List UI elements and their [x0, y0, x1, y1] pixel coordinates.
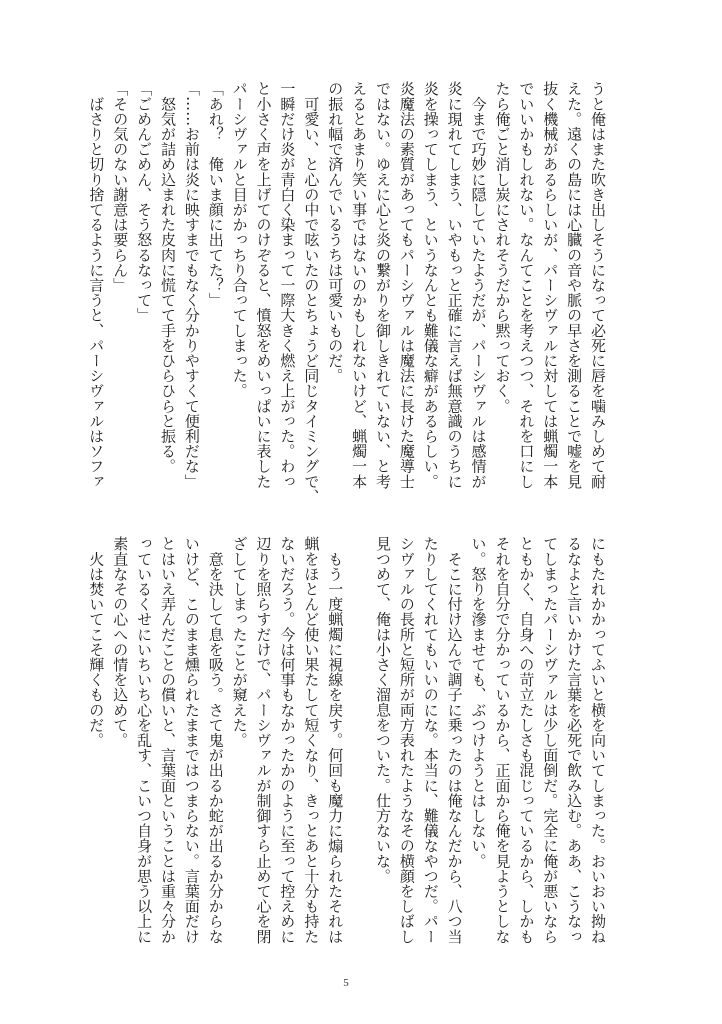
text-line: 意を決して息を吸う。さて鬼が出るか蛇が出るか分からな: [206, 536, 225, 944]
text-line: 蝋をほとんど使い果たして短くなり、きっとあと十分も持た: [302, 536, 321, 944]
text-line: にもたれかかってふいと横を向いてしまった。おいおい拗ね: [589, 536, 607, 944]
text-line: でいいかもしれない。なんてことを考えつつ、それを口にし: [517, 81, 536, 489]
text-line: 怒気が詰め込まれた皮肉に慌てて手をひらひらと振る。: [158, 81, 177, 474]
text-line: シヴァルの長所と短所が両方表れたようなその横顔をしばし: [397, 536, 416, 944]
text-line: いけど、このまま燻られたままではつまらない。言葉面だけ: [182, 536, 201, 944]
text-line: たら俺ごと消し炭にされそうだから黙っておく。: [493, 81, 512, 414]
dialogue-line: 「……お前は炎に映すまでもなく分かりやすくて便利だな」: [182, 81, 201, 489]
text-line: ではない。ゆえに心と炎の繋がりを御しきれていない、と考: [373, 81, 392, 489]
text-line: 今まで巧妙に隠していたようだが、パーシヴァルは感情が: [469, 81, 488, 489]
page-number: 5: [343, 977, 349, 989]
lower-text-block: [83, 536, 609, 956]
dialogue-line: 「あれ？ 俺いま顔に出てた？」: [206, 81, 225, 308]
dialogue-line: 「その気のない謝意は要らん」: [111, 81, 130, 293]
scene-break-blank-line: [346, 536, 370, 946]
text-line: るなよと言いかけた言葉を必死で飲み込む。ああ、こうなっ: [565, 536, 584, 944]
upper-text-block: [83, 81, 609, 504]
text-line: うと俺はまた吹き出しそうになって必死に唇を噛みしめて耐: [589, 81, 607, 489]
text-line: えた。遠くの島には心臓の音や脈の早さを測ることで嘘を見: [565, 81, 584, 489]
text-line: ないだろう。今は何事もなかったかのように至って控えめに: [278, 536, 297, 944]
text-line: ばさりと切り捨てるように言うと、パーシヴァルはソファ: [87, 81, 106, 489]
text-line: たりしてくれてもいいのにな。本当に、難儀なやつだ。パー: [421, 536, 440, 944]
text-line: 火は焚いてこそ輝くものだ。: [87, 536, 106, 748]
text-line: パーシヴァルと目がかっちり合ってしまった。: [230, 81, 249, 399]
text-line: そこに付け込んで調子に乗ったのは俺なんだから、八つ当: [445, 536, 464, 944]
text-line: もう一度蝋燭に視線を戻す。何回も魔力に煽られたそれは: [326, 536, 345, 944]
text-line: の振れ幅で済んでいるうちは可愛いものだ。: [326, 81, 345, 383]
text-line: 抜く機械があるらしいが、パーシヴァルに対しては蝋燭一本: [541, 81, 560, 489]
text-line: 炎魔法の素質があってもパーシヴァルは魔法に長けた魔導士: [397, 81, 416, 489]
text-line: と小さく声を上げてのけぞると、憤怒をめいっぱいに表した: [254, 81, 273, 489]
text-line: 可愛い、と心の中で呟いたのとちょうど同じタイミングで、: [302, 81, 321, 504]
text-line: 素直なその心への情を込めて。: [111, 536, 130, 748]
text-line: 炎に現れてしまう、いやもっと正確に言えば無意識のうちに: [445, 81, 464, 489]
text-line: っているくせにいちいち心を乱す、こいつ自身が思う以上に: [135, 536, 154, 944]
text-line: えるとあまり笑い事ではないのかもしれないけど、蝋燭一本: [350, 81, 369, 489]
text-line: 見つめて、俺は小さく溜息をついた。仕方ないな。: [373, 536, 392, 884]
text-line: それを自分で分かっているから、正面から俺を見ようとしな: [493, 536, 512, 944]
text-line: 一瞬だけ炎が青白く染まって一際大きく燃え上がった。わっ: [278, 81, 297, 489]
dialogue-line: 「ごめんごめん、そう怒るなって」: [135, 81, 154, 323]
text-line: ざしてしまったことが窺えた。: [230, 536, 249, 748]
text-line: 辺りを照らすだけで、パーシヴァルが制御すら止めて心を閉: [254, 536, 273, 944]
text-line: とはいえ弄んだことの償いと、言葉面ということは重々分か: [158, 536, 177, 944]
text-line: い。怒りを滲ませても、ぶつけようとはしない。: [469, 536, 488, 869]
text-line: ともかく、自身への苛立たしさも混じっているから、しかも: [517, 536, 536, 944]
text-line: 炎を操ってしまう、というなんとも難儀な癖があるらしい。: [421, 81, 440, 489]
text-line: てしまったパーシヴァルは少し面倒だ。完全に俺が悪いなら: [541, 536, 560, 944]
